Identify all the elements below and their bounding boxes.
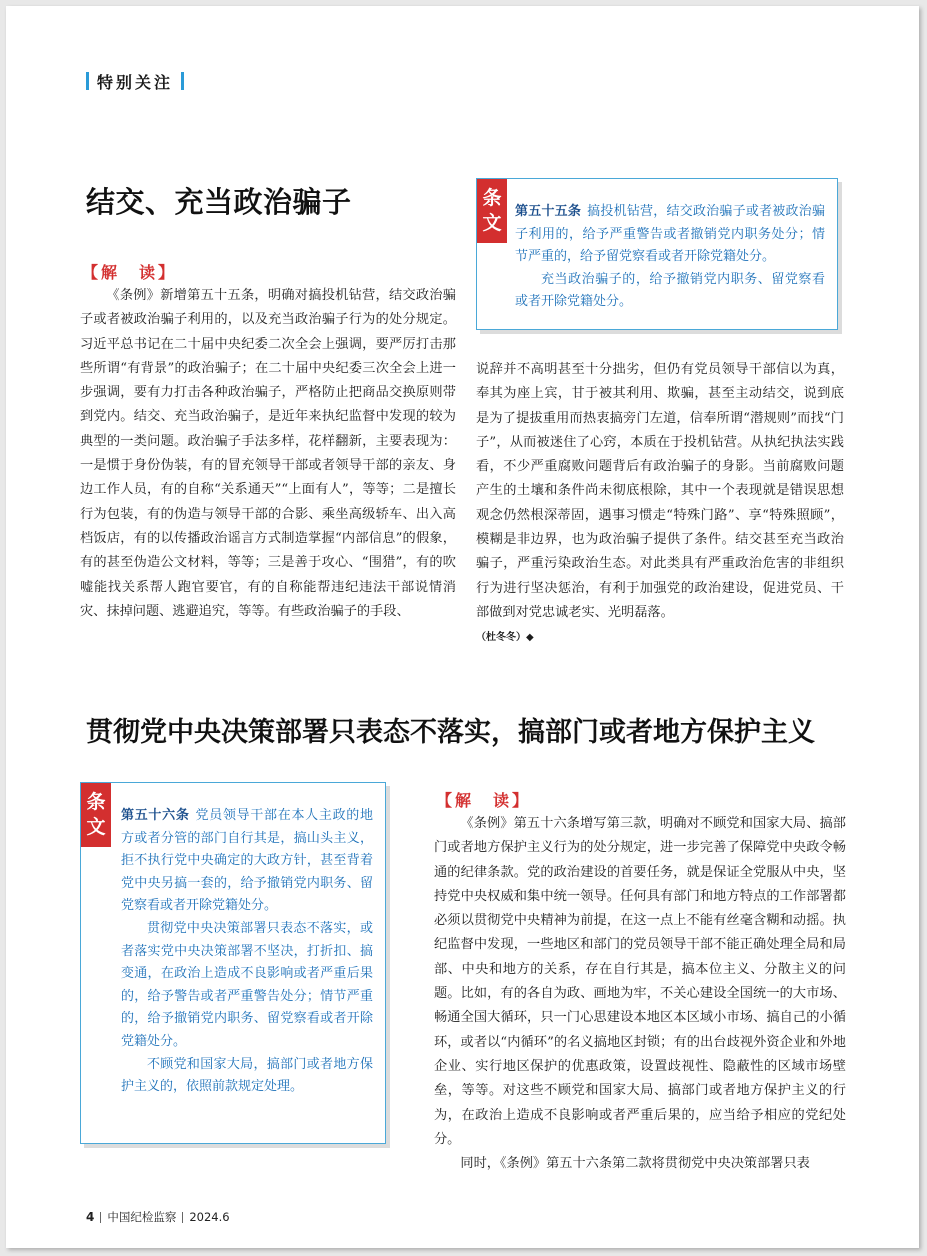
clause-para-2: 充当政治骗子的，给予撤销党内职务、留党察看或者开除党籍处分。	[515, 271, 825, 310]
magazine-name: 中国纪检监察	[107, 1210, 177, 1224]
clause-text	[515, 201, 825, 314]
clause-text	[121, 805, 373, 1099]
flag-char-2: 文	[482, 212, 502, 234]
clause-para-1: 党员领导干部在本人主政的地方或者分管的部门自行其是，搞山头主义，拒不执行党中央确定的大政方针，甚至背着党中央另搞一套的，给予撤销党内职务、留党察看或者开除党籍处分。	[121, 808, 373, 914]
page-number: 4	[86, 1210, 95, 1224]
issue-number: 2024.6	[189, 1210, 230, 1224]
section-label: 特别关注	[97, 72, 174, 92]
clause-flag	[477, 179, 507, 243]
article1-left-paragraph: 《条例》新增第五十五条，明确对搞投机钻营，结交政治骗子或者被政治骗子利用的，以及充当政治骗子行为的处分规定。习近平总书记在二十届中央纪委二次全会上强调，要严厉打击那些所谓“有背景”的政治骗子；在二十届中央纪委三次全会上进一步强调，要有力打击各种政治骗子，严格防止把商品交换原则带到党内。结交、充当政治骗子，是近年来执纪监督中发现的较为典型的一类问题。政治骗子手法多样，花样翻新，主要表现为：一是惯于身份伪装，有的冒充领导干部或者领导干部的亲友、身边工作人员，有的自称“关系通天”“上面有人”，等等；二是擅长行为包装，有的伪造与领导干部的合影、乘坐高级轿车、出入高档饭店，有的以传播政治谣言方式制造掌握“内部信息”的假象，有的甚至伪造公文材料，等等；三是善于攻心、“围猎”，有的吹嘘能找关系帮人跑官要官，有的自称能帮违纪违法干部说情消灾、抹掉问题、逃避追究，等等。有些政治骗子的手段、	[80, 288, 456, 619]
section-tag	[86, 70, 184, 92]
article1-right-paragraph: 说辞并不高明甚至十分拙劣，但仍有党员领导干部信以为真，奉其为座上宾，甘于被其利用、欺骗，甚至主动结交，说到底是为了提拔重用而热衷搞旁门左道，信奉所谓“潜规则”而找“门子”，从而被迷住了心窍，本质在于投机钻营。从执纪执法实践看，不少严重腐败问题背后有政治骗子的身影。当前腐败问题产生的土壤和条件尚未彻底根除，其中一个表现就是错误思想观念仍然根深蒂固，遇事习惯走“特殊门路”、享“特殊照顾”，模糊是非边界，也为政治骗子提供了条件。结交甚至充当政治骗子，严重污染政治生态。对此类具有严重政治危害的非组织行为进行坚决惩治，有利于加强党的政治建设，促进党员、干部做到对党忠诚老实、光明磊落。	[476, 362, 844, 620]
flag-char-2: 文	[86, 816, 106, 838]
article2-title: 贯彻党中央决策部署只表态不落实，搞部门或者地方保护主义	[86, 717, 815, 748]
flag-char-1: 条	[482, 187, 502, 209]
article1-body-left	[80, 284, 456, 624]
clause-para-2: 贯彻党中央决策部署只表态不落实，或者落实党中央决策部署不坚决，打折扣、搞变通，在政治上造成不良影响或者严重后果的，给予警告或者严重警告处分；情节严重的，给予撤销党内职务、留党察看或者开除党籍处分。	[121, 920, 373, 1049]
clause-heading: 第五十六条	[121, 808, 190, 823]
footer-divider	[100, 1212, 101, 1223]
article1-jiedu-label: 【解 读】	[82, 263, 178, 282]
section-tag-bar-left	[86, 72, 89, 90]
clause-heading: 第五十五条	[515, 204, 582, 219]
flag-char-1: 条	[86, 791, 106, 813]
clause-para-1: 搞投机钻营，结交政治骗子或者被政治骗子利用的，给予严重警告或者撤销党内职务处分；情节严重的，给予留党察看或者开除党籍处分。	[515, 204, 825, 265]
page-footer	[86, 1209, 230, 1225]
magazine-page	[6, 6, 919, 1248]
clause-para-3: 不顾党和国家大局，搞部门或者地方保护主义的，依照前款规定处理。	[121, 1056, 373, 1095]
article1-signature: （杜冬冬）◆	[476, 632, 534, 644]
article2-body	[434, 812, 846, 1176]
clause-flag	[81, 783, 111, 847]
article2-jiedu-label: 【解 读】	[436, 791, 532, 810]
article1-title: 结交、充当政治骗子	[86, 185, 352, 219]
footer-divider	[182, 1212, 183, 1223]
article2-paragraph-2: 同时，《条例》第五十六条第二款将贯彻党中央决策部署只表	[460, 1156, 810, 1172]
article1-body-right	[476, 358, 844, 651]
section-tag-bar-right	[181, 72, 184, 90]
article2-paragraph-1: 《条例》第五十六条增写第三款，明确对不顾党和国家大局、搞部门或者地方保护主义行为的处分规定，进一步完善了保障党中央政令畅通的纪律条款。党的政治建设的首要任务，就是保证全党服从中央，坚持党中央权威和集中统一领导。任何具有部门和地方特点的工作部署都必须以贯彻党中央精神为前提，在这一点上不能有丝毫含糊和动摇。执纪监督中发现，一些地区和部门的党员领导干部不能正确处理全局和局部、中央和地方的关系，存在自行其是，搞本位主义、分散主义的问题。比如，有的各自为政、画地为牢，不关心建设全国统一的大市场、畅通全国大循环，只一门心思建设本地区本区域小市场、搞自己的小循环，或者以“内循环”的名义搞地区封锁；有的出台歧视外资企业和外地企业、实行地区保护的优惠政策，设置歧视性、隐蔽性的区域市场壁垒，等等。对这些不顾党和国家大局、搞部门或者地方保护主义的行为，在政治上造成不良影响或者严重后果的，应当给予相应的党纪处分。	[434, 816, 846, 1147]
article1-clause-box	[476, 178, 838, 330]
article2-clause-box	[80, 782, 386, 1144]
